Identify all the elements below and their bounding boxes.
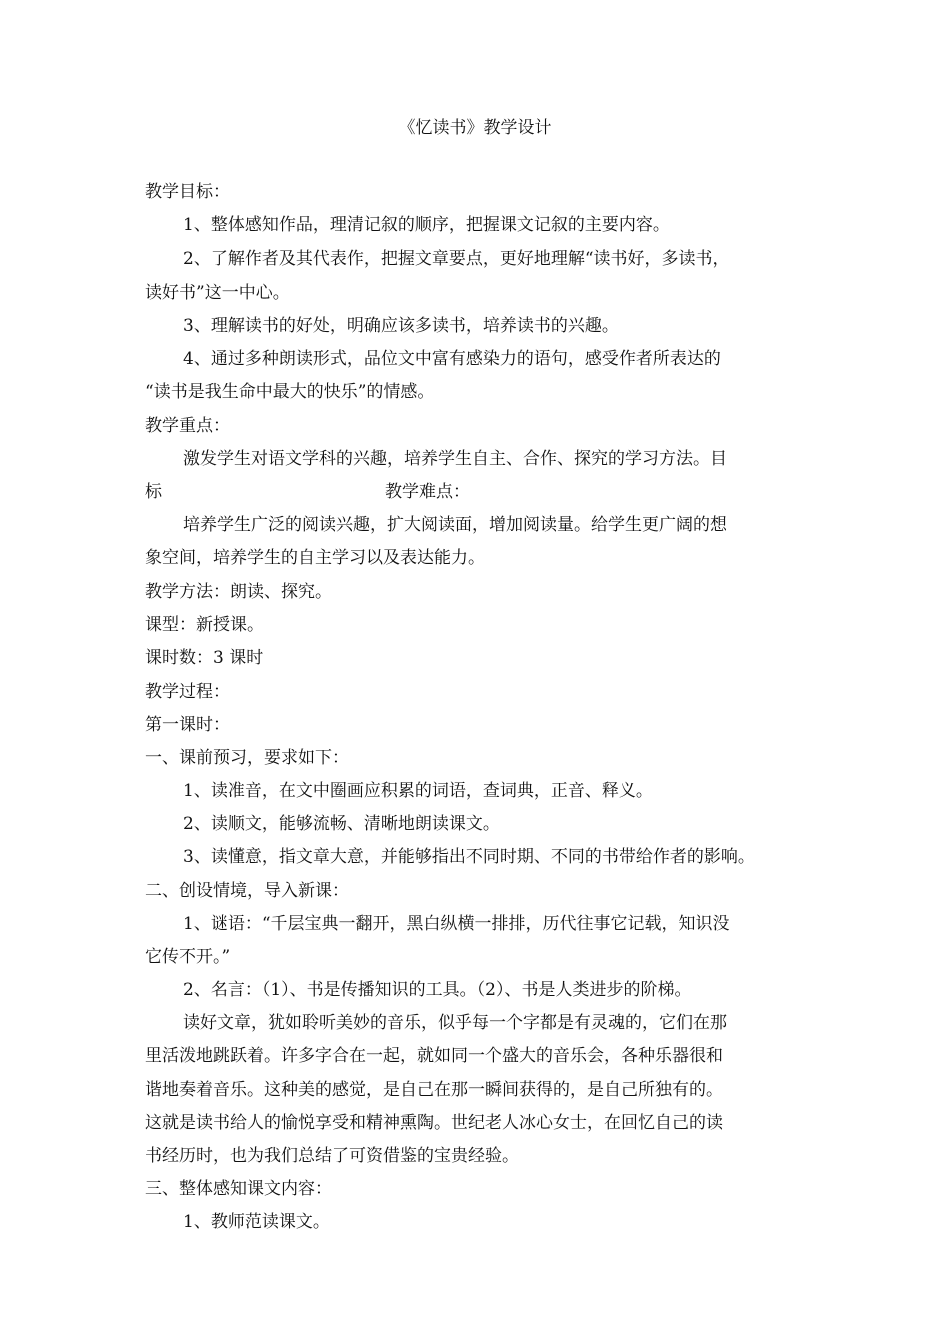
- section-3-heading: 三、整体感知课文内容：: [145, 1179, 332, 1199]
- heading-key-points: 教学重点：: [145, 416, 230, 436]
- paragraph-line-3: 谐地奏着音乐。这种美的感觉，是自己在那一瞬间获得的，是自己所独有的。: [145, 1080, 723, 1100]
- difficulties-line-2: 象空间，培养学生的自主学习以及表达能力。: [145, 548, 485, 568]
- class-hours: 课时数：3 课时: [145, 648, 264, 668]
- heading-first-lesson: 第一课时：: [145, 715, 230, 735]
- heading-teaching-process: 教学过程：: [145, 682, 230, 702]
- riddle-line-1: 1、谜语：“千层宝典一翻开，黑白纵横一排排，历代往事它记载，知识没: [183, 914, 730, 934]
- goal-1: 1、整体感知作品，理清记叙的顺序，把握课文记叙的主要内容。: [183, 215, 670, 235]
- lesson-type: 课型：新授课。: [145, 615, 264, 635]
- paragraph-line-5: 书经历时，也为我们总结了可资借鉴的宝贵经验。: [145, 1146, 519, 1166]
- teaching-method: 教学方法：朗读、探究。: [145, 582, 332, 602]
- preview-item-3: 3、读懂意，指文章大意，并能够指出不同时期、不同的书带给作者的影响。: [183, 847, 755, 867]
- section-1-heading: 一、课前预习，要求如下：: [145, 748, 349, 768]
- goal-4-line-2: “读书是我生命中最大的快乐”的情感。: [145, 382, 435, 402]
- goal-2-line-2: 读好书”这一中心。: [145, 283, 290, 303]
- quotes: 2、名言：（1）、书是传播知识的工具。（2）、书是人类进步的阶梯。: [183, 980, 692, 1000]
- heading-teaching-goals: 教学目标：: [145, 182, 230, 202]
- section-2-heading: 二、创设情境，导入新课：: [145, 881, 349, 901]
- document-title: 《忆读书》教学设计: [398, 118, 552, 138]
- goal-2-line-1: 2、了解作者及其代表作，把握文章要点，更好地理解“读书好，多读书，: [183, 249, 730, 269]
- preview-item-2: 2、读顺文，能够流畅、清晰地朗读课文。: [183, 814, 500, 834]
- paragraph-line-4: 这就是读书给人的愉悦享受和精神熏陶。世纪老人冰心女士，在回忆自己的读: [145, 1113, 723, 1133]
- paragraph-line-1: 读好文章，犹如聆听美妙的音乐，似乎每一个字都是有灵魂的，它们在那: [183, 1013, 727, 1033]
- key-points-line-2: 标: [145, 482, 162, 502]
- riddle-line-2: 它传不开。”: [145, 947, 231, 967]
- goal-4-line-1: 4、通过多种朗读形式，品位文中富有感染力的语句，感受作者所表达的: [183, 349, 721, 369]
- key-points-line-1: 激发学生对语文学科的兴趣，培养学生自主、合作、探究的学习方法。目: [183, 449, 727, 469]
- section-3-item-1: 1、教师范读课文。: [183, 1212, 330, 1232]
- heading-difficulties: 教学难点：: [385, 482, 470, 502]
- preview-item-1: 1、读准音，在文中圈画应积累的词语，查词典，正音、释义。: [183, 781, 653, 801]
- paragraph-line-2: 里活泼地跳跃着。许多字合在一起，就如同一个盛大的音乐会，各种乐器很和: [145, 1046, 723, 1066]
- goal-3: 3、理解读书的好处，明确应该多读书，培养读书的兴趣。: [183, 316, 619, 336]
- difficulties-line-1: 培养学生广泛的阅读兴趣，扩大阅读面，增加阅读量。给学生更广阔的想: [183, 515, 727, 535]
